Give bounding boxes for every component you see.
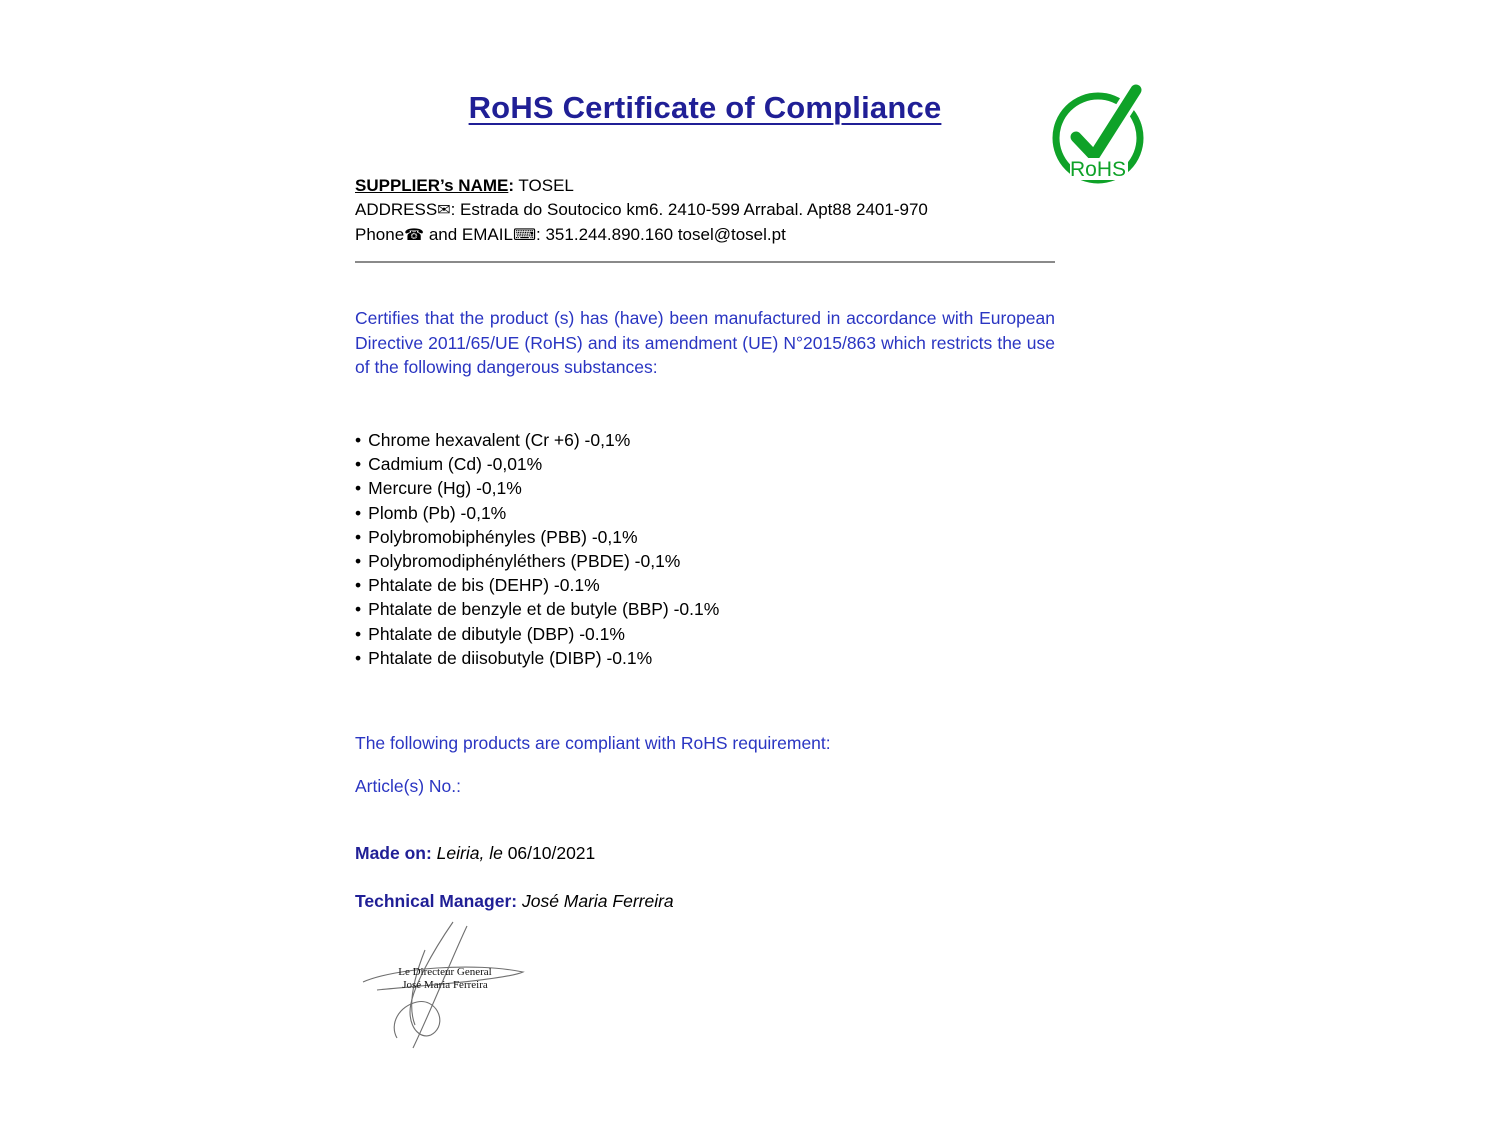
supplier-block xyxy=(355,174,1115,248)
made-on-place: Leiria, le xyxy=(431,843,503,863)
header-divider xyxy=(355,261,1055,263)
rohs-logo-label: RoHS xyxy=(1069,158,1127,181)
compliance-line: The following products are compliant with RoHS requirement: xyxy=(355,733,831,753)
technical-manager-name: José Maria Ferreira xyxy=(517,891,674,911)
supplier-name-line xyxy=(355,174,1115,198)
technical-manager-line xyxy=(355,891,1115,912)
made-on-line xyxy=(355,843,1115,864)
supplier-contact-line xyxy=(355,223,1115,248)
signature-block xyxy=(355,920,535,1055)
substance-item: • Cadmium (Cd) -0,01% xyxy=(355,452,1115,476)
substance-item: • Phtalate de dibutyle (DBP) -0.1% xyxy=(355,622,1115,646)
phone-icon: ☎ xyxy=(404,227,425,244)
supplier-name-value: TOSEL xyxy=(514,176,574,195)
computer-icon: ⌨ xyxy=(512,227,537,244)
page-title: RoHS Certificate of Compliance xyxy=(468,90,942,125)
substance-item: • Phtalate de diisobutyle (DIBP) -0.1% xyxy=(355,646,1115,670)
article-number-line: Article(s) No.: xyxy=(355,776,461,796)
technical-manager-label: Technical Manager: xyxy=(355,891,518,911)
phone-label: Phone xyxy=(355,225,405,244)
substance-item: • Chrome hexavalent (Cr +6) -0,1% xyxy=(355,428,1115,452)
document-header xyxy=(355,90,1055,126)
substance-item: • Polybromodiphényléthers (PBDE) -0,1% xyxy=(355,549,1115,573)
substance-item: • Mercure (Hg) -0,1% xyxy=(355,476,1115,500)
made-on-date: 06/10/2021 xyxy=(502,843,596,863)
made-on-label: Made on: xyxy=(355,843,432,863)
substance-item: • Polybromobiphényles (PBB) -0,1% xyxy=(355,525,1115,549)
supplier-address-line xyxy=(355,198,1115,223)
contact-value: : 351.244.890.160 tosel@tosel.pt xyxy=(536,225,786,244)
supplier-name-colon: : xyxy=(508,176,515,195)
certification-statement: Certifies that the product (s) has (have) been manufactured in accordance with European Directive 2011/65/UE (RoHS) and its amendment (UE) N°2015/863 which restricts the use of the following dangerous substances: xyxy=(355,308,1055,377)
signature-text xyxy=(365,966,525,992)
signature-line1: Le Directeur General xyxy=(398,966,492,978)
address-label: ADDRESS xyxy=(355,200,438,219)
address-value: : Estrada do Soutocico km6. 2410-599 Arrabal. Apt88 2401-970 xyxy=(450,200,928,219)
substance-item: • Phtalate de bis (DEHP) -0.1% xyxy=(355,573,1115,597)
email-label: and EMAIL xyxy=(424,225,513,244)
substance-item: • Phtalate de benzyle et de butyle (BBP) -0.1% xyxy=(355,597,1115,621)
rohs-logo xyxy=(1050,80,1152,188)
substances-list xyxy=(355,428,1115,670)
supplier-name-label: SUPPLIER’s NAME xyxy=(355,176,509,195)
envelope-icon: ✉ xyxy=(437,202,451,219)
rohs-check-icon xyxy=(1050,80,1152,188)
substance-item: • Plomb (Pb) -0,1% xyxy=(355,501,1115,525)
signature-line2: José Maria Ferreira xyxy=(402,979,488,991)
